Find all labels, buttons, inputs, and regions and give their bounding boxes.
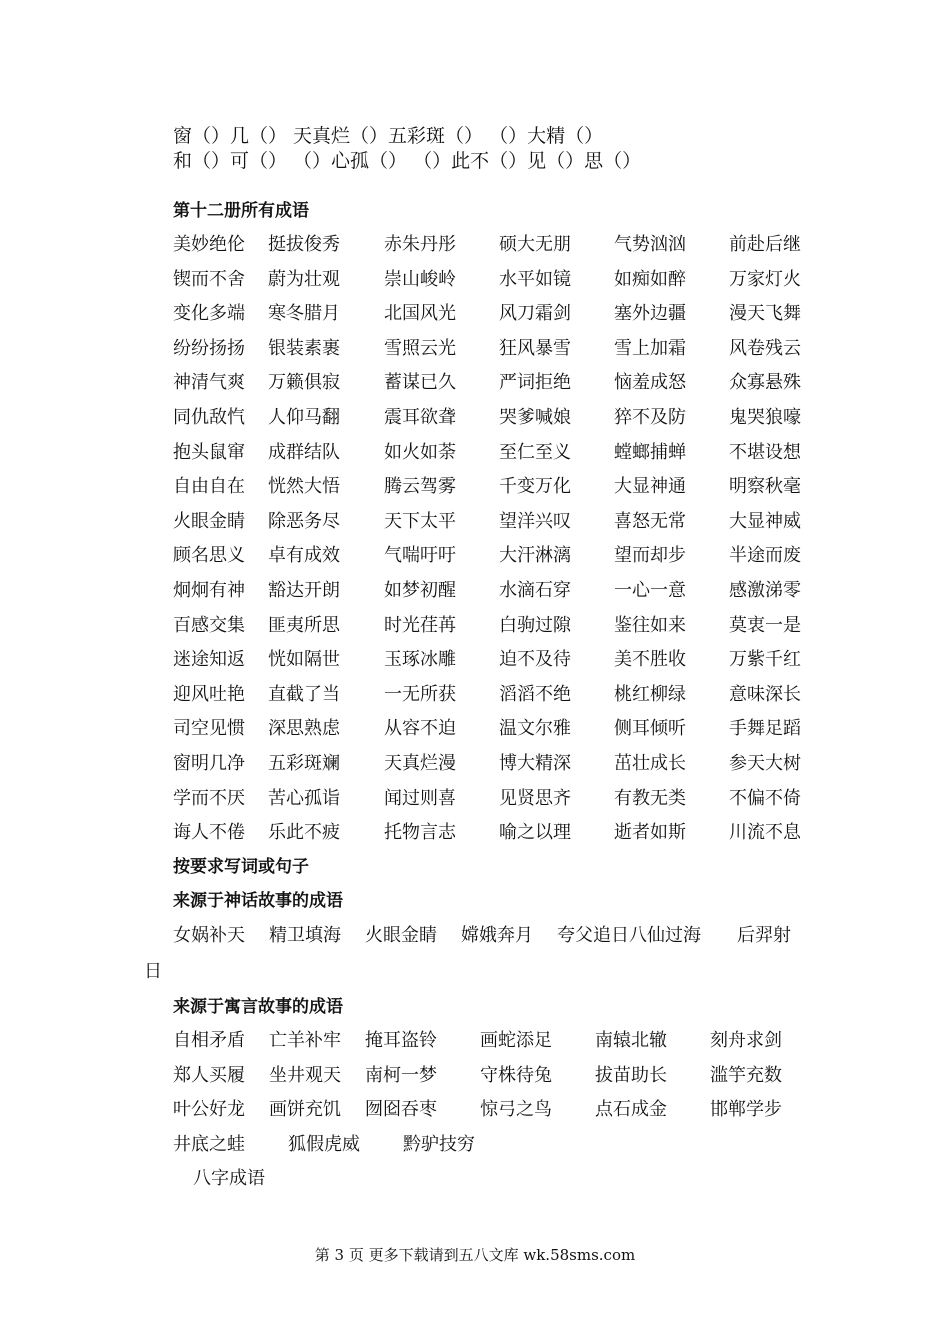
fable-idiom: 掩耳盗铃 <box>365 1030 437 1051</box>
idiom-cell: 一心一意 <box>614 579 686 601</box>
idiom-cell: 鉴往如来 <box>614 614 686 636</box>
myth-idiom: 女娲补天 <box>173 925 245 946</box>
idiom-cell: 温文尔雅 <box>499 718 571 740</box>
myth-idiom: 后羿射 <box>737 925 791 946</box>
idiom-cell: 万家灯火 <box>729 268 801 290</box>
idiom-cell: 震耳欲聋 <box>384 406 456 428</box>
fable-idiom: 刻舟求剑 <box>710 1030 782 1051</box>
idiom-cell: 望而却步 <box>614 545 686 567</box>
idiom-cell: 万籁俱寂 <box>268 372 340 394</box>
idiom-cell: 如火如荼 <box>384 441 456 463</box>
idiom-cell: 明察秋毫 <box>729 476 801 498</box>
idiom-cell: 腾云驾雾 <box>384 476 456 498</box>
idiom-cell: 神清气爽 <box>173 372 245 394</box>
idiom-cell: 大汗淋漓 <box>499 545 571 567</box>
idiom-cell: 见贤思齐 <box>499 787 571 809</box>
idiom-cell: 迎风吐艳 <box>173 683 245 705</box>
idiom-cell: 卓有成效 <box>268 545 340 567</box>
idiom-cell: 侧耳倾听 <box>614 718 686 740</box>
idiom-cell: 恍然大悟 <box>268 476 340 498</box>
myth-idiom: 嫦娥奔月 <box>461 925 533 946</box>
idiom-cell: 迫不及待 <box>499 649 571 671</box>
idiom-cell: 银装素裹 <box>268 337 340 359</box>
myth-idiom: 火眼金睛 <box>365 925 437 946</box>
idiom-cell: 参天大树 <box>729 752 801 774</box>
idiom-cell: 不偏不倚 <box>729 787 801 809</box>
idiom-cell: 如痴如醉 <box>614 268 686 290</box>
idiom-cell: 手舞足蹈 <box>729 718 801 740</box>
idiom-cell: 一无所获 <box>384 683 456 705</box>
fable-idiom: 画饼充饥 <box>269 1099 341 1120</box>
idiom-cell: 哭爹喊娘 <box>499 406 571 428</box>
fable-idiom: 惊弓之鸟 <box>480 1099 552 1120</box>
idiom-cell: 抱头鼠窜 <box>173 441 245 463</box>
idiom-cell: 闻过则喜 <box>384 787 456 809</box>
idiom-cell: 风卷残云 <box>729 337 801 359</box>
myth-wrap-text: 日 <box>144 961 162 982</box>
idiom-cell: 玉琢冰雕 <box>384 649 456 671</box>
idiom-cell: 百感交集 <box>173 614 245 636</box>
section-title-all-idioms: 第十二册所有成语 <box>173 201 309 221</box>
section-title-fable: 来源于寓言故事的成语 <box>173 997 343 1017</box>
idiom-cell: 滔滔不绝 <box>499 683 571 705</box>
idiom-cell: 白驹过隙 <box>499 614 571 636</box>
myth-idiom: 夸父追日八仙过海 <box>557 925 701 946</box>
idiom-cell: 恼羞成怒 <box>614 372 686 394</box>
idiom-cell: 崇山峻岭 <box>384 268 456 290</box>
idiom-cell: 司空见惯 <box>173 718 245 740</box>
idiom-cell: 逝者如斯 <box>614 822 686 844</box>
idiom-cell: 万紫千红 <box>729 649 801 671</box>
idiom-cell: 意味深长 <box>729 683 801 705</box>
idiom-cell: 气势汹汹 <box>614 234 686 255</box>
fable-idiom: 亡羊补牢 <box>269 1030 341 1051</box>
idiom-cell: 感激涕零 <box>729 579 801 601</box>
idiom-cell: 大显神威 <box>729 510 801 532</box>
idiom-cell: 大显神通 <box>614 476 686 498</box>
idiom-cell: 五彩斑斓 <box>268 752 340 774</box>
idiom-cell: 赤朱丹彤 <box>384 234 456 255</box>
idiom-cell: 蔚为壮观 <box>268 268 340 290</box>
idiom-cell: 直截了当 <box>268 683 340 705</box>
idiom-cell: 半途而废 <box>729 545 801 567</box>
idiom-cell: 美妙绝伦 <box>173 234 245 255</box>
idiom-cell: 迷途知返 <box>173 649 245 671</box>
fable-idiom: 狐假虎威 <box>288 1134 360 1155</box>
fable-idiom: 坐井观天 <box>269 1065 341 1086</box>
idiom-cell: 恍如隔世 <box>268 649 340 671</box>
idiom-cell: 成群结队 <box>268 441 340 463</box>
idiom-cell: 前赴后继 <box>729 234 801 255</box>
idiom-cell: 如梦初醒 <box>384 579 456 601</box>
idiom-cell: 桃红柳绿 <box>614 683 686 705</box>
idiom-cell: 至仁至义 <box>499 441 571 463</box>
idiom-cell: 火眼金睛 <box>173 510 245 532</box>
idiom-cell: 博大精深 <box>499 752 571 774</box>
fable-idiom: 黔驴技穷 <box>403 1134 475 1155</box>
section-title-myth: 来源于神话故事的成语 <box>173 891 343 911</box>
idiom-cell: 北国风光 <box>384 303 456 325</box>
idiom-cell: 猝不及防 <box>614 406 686 428</box>
idiom-cell: 风刀霜剑 <box>499 303 571 325</box>
idiom-cell: 千变万化 <box>499 476 571 498</box>
idiom-cell: 深思熟虑 <box>268 718 340 740</box>
fill-blank-line-1: 窗（）几（） 天真烂（）五彩斑（） （）大精（） <box>173 125 604 147</box>
idiom-cell: 漫天飞舞 <box>729 303 801 325</box>
idiom-cell: 水平如镜 <box>499 268 571 290</box>
idiom-cell: 纷纷扬扬 <box>173 337 245 359</box>
idiom-cell: 不堪设想 <box>729 441 801 463</box>
idiom-cell: 寒冬腊月 <box>268 303 340 325</box>
section-title-write: 按要求写词或句子 <box>173 857 309 877</box>
idiom-cell: 水滴石穿 <box>499 579 571 601</box>
fable-idiom: 画蛇添足 <box>480 1030 552 1051</box>
idiom-cell: 从容不迫 <box>384 718 456 740</box>
myth-idiom: 精卫填海 <box>269 925 341 946</box>
idiom-cell: 川流不息 <box>729 822 801 844</box>
idiom-cell: 严词拒绝 <box>499 372 571 394</box>
idiom-cell: 望洋兴叹 <box>499 510 571 532</box>
fable-idiom: 守株待兔 <box>480 1065 552 1086</box>
idiom-cell: 硕大无朋 <box>499 234 571 255</box>
idiom-cell: 匪夷所思 <box>268 614 340 636</box>
fable-idiom: 邯郸学步 <box>710 1099 782 1120</box>
idiom-cell: 塞外边疆 <box>614 303 686 325</box>
idiom-cell: 豁达开朗 <box>268 579 340 601</box>
idiom-cell: 苦心孤诣 <box>268 787 340 809</box>
idiom-cell: 天下太平 <box>384 510 456 532</box>
idiom-cell: 雪照云光 <box>384 337 456 359</box>
fable-idiom: 南辕北辙 <box>595 1030 667 1051</box>
idiom-cell: 鬼哭狼嚎 <box>729 406 801 428</box>
fable-idiom: 南柯一梦 <box>365 1065 437 1086</box>
section-title-eight-char: 八字成语 <box>193 1168 265 1189</box>
idiom-cell: 气喘吁吁 <box>384 545 456 567</box>
idiom-cell: 时光荏苒 <box>384 614 456 636</box>
fable-idiom: 滥竽充数 <box>710 1065 782 1086</box>
fill-blank-line-2: 和（）可（） （）心孤（） （）此不（）见（）思（） <box>173 150 642 172</box>
idiom-cell: 同仇敌忾 <box>173 406 245 428</box>
idiom-cell: 变化多端 <box>173 303 245 325</box>
idiom-cell: 自由自在 <box>173 476 245 498</box>
page-footer: 第 3 页 更多下载请到五八文库 wk.58sms.com <box>314 1246 636 1264</box>
idiom-cell: 美不胜收 <box>614 649 686 671</box>
idiom-cell: 蓄谋已久 <box>384 372 456 394</box>
idiom-cell: 众寡悬殊 <box>729 372 801 394</box>
fable-idiom: 点石成金 <box>595 1099 667 1120</box>
idiom-cell: 锲而不舍 <box>173 268 245 290</box>
idiom-cell: 乐此不疲 <box>268 822 340 844</box>
idiom-cell: 诲人不倦 <box>173 822 245 844</box>
idiom-cell: 螳螂捕蝉 <box>614 441 686 463</box>
fable-idiom: 井底之蛙 <box>173 1134 245 1155</box>
fable-idiom: 拔苗助长 <box>595 1065 667 1086</box>
fable-idiom: 自相矛盾 <box>173 1030 245 1051</box>
idiom-cell: 喜怒无常 <box>614 510 686 532</box>
idiom-cell: 茁壮成长 <box>614 752 686 774</box>
idiom-cell: 炯炯有神 <box>173 579 245 601</box>
idiom-cell: 天真烂漫 <box>384 752 456 774</box>
fable-idiom: 叶公好龙 <box>173 1099 245 1120</box>
idiom-cell: 窗明几净 <box>173 752 245 774</box>
idiom-cell: 雪上加霜 <box>614 337 686 359</box>
idiom-cell: 莫衷一是 <box>729 614 801 636</box>
idiom-cell: 除恶务尽 <box>268 510 340 532</box>
idiom-cell: 学而不厌 <box>173 787 245 809</box>
fable-idiom: 郑人买履 <box>173 1065 245 1086</box>
fable-idiom: 囫囵吞枣 <box>365 1099 437 1120</box>
idiom-cell: 喻之以理 <box>499 822 571 844</box>
idiom-cell: 顾名思义 <box>173 545 245 567</box>
idiom-cell: 挺拔俊秀 <box>268 234 340 255</box>
idiom-cell: 人仰马翻 <box>268 406 340 428</box>
idiom-cell: 狂风暴雪 <box>499 337 571 359</box>
idiom-cell: 托物言志 <box>384 822 456 844</box>
idiom-cell: 有教无类 <box>614 787 686 809</box>
